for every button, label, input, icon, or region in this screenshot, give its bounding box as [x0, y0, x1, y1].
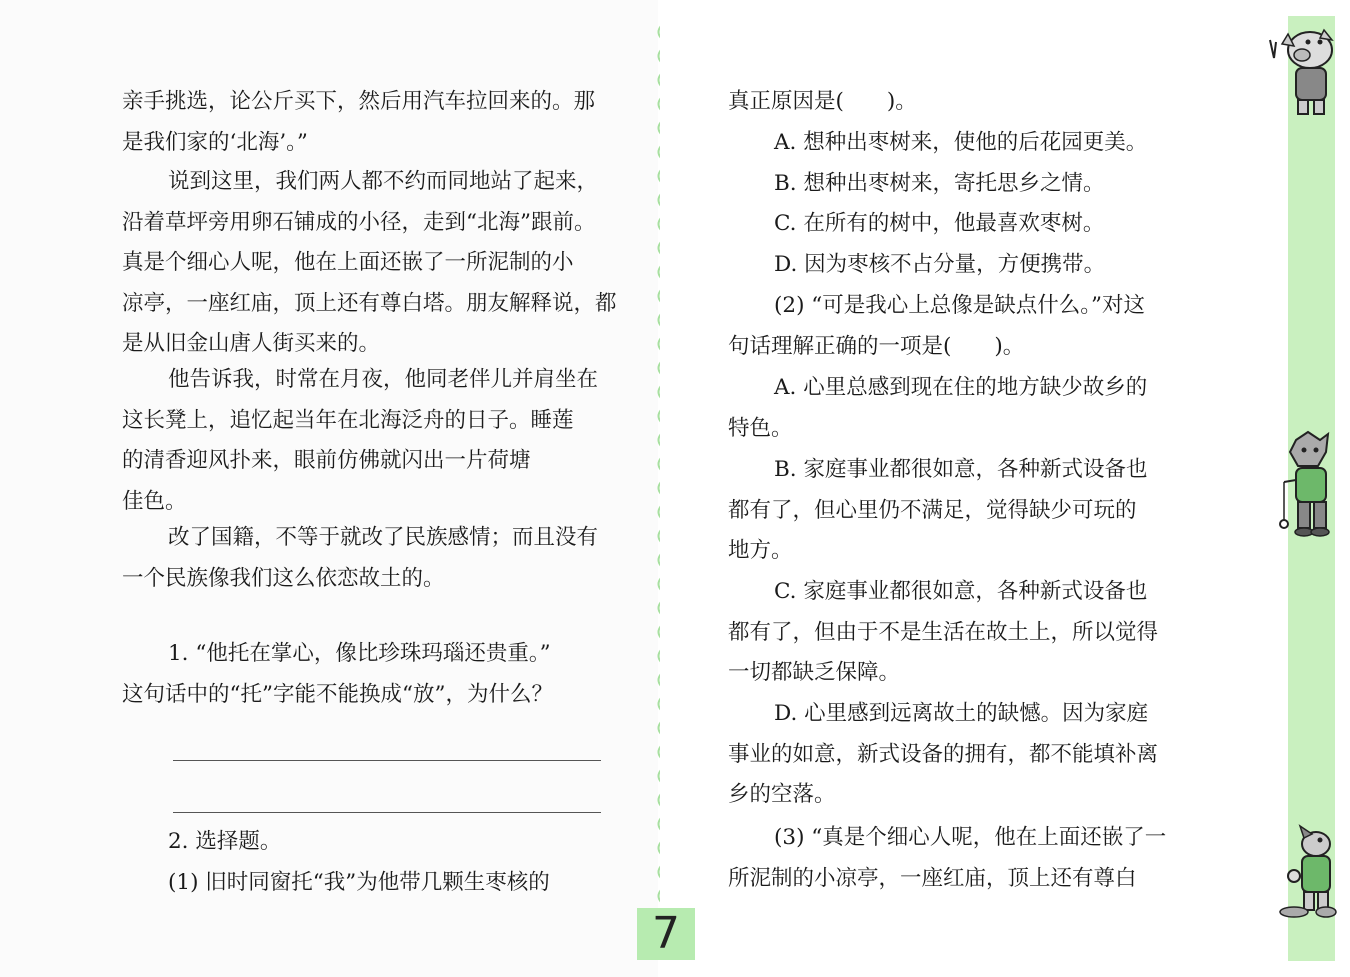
text-line: 是我们家的‘北海’。” [122, 129, 308, 155]
text-line: 一个民族像我们这么依恋故土的。 [122, 565, 445, 591]
paragraph-2 [122, 162, 617, 365]
option-c[interactable]: C. 在所有的树中，他最喜欢枣树。 [774, 211, 1105, 236]
option-a[interactable]: A. 想种出枣树来，使他的后花园更美。 [774, 130, 1148, 155]
option-b[interactable]: B. 想种出枣树来，寄托思乡之情。 [774, 170, 1105, 196]
text-line: 佳色。 [122, 488, 187, 514]
question-title: 2. 选择题。 [168, 829, 282, 854]
text-line: 改了国籍，不等于就改了民族感情；而且没有 [168, 525, 599, 550]
paragraph-3 [122, 360, 600, 522]
page-number: 7 [637, 908, 695, 960]
question-2-1-end [728, 82, 1212, 123]
paragraph-4 [122, 518, 600, 599]
option-text: 一切都缺乏保障。 [728, 660, 901, 685]
option-text: C. 家庭事业都很如意，各种新式设备也 [774, 579, 1148, 604]
question-2-3 [728, 818, 1212, 899]
option-text: 特色。 [728, 415, 793, 441]
text-line: 这长凳上，追忆起当年在北海泛舟的日子。睡莲 [122, 407, 574, 433]
option-text: 都有了，但心里仍不满足，觉得缺少可玩的 [728, 497, 1137, 523]
option-text: 事业的如意，新式设备的拥有，都不能填补离 [728, 741, 1159, 767]
text-line: 的清香迎风扑来，眼前仿佛就闪出一片荷塘 [122, 448, 531, 473]
question-text: (1) 旧时同窗托“我”为他带几颗生枣核的 [168, 869, 550, 895]
text-line: 说到这里，我们两人都不约而同地站了起来， [168, 169, 599, 194]
left-page [0, 0, 658, 977]
option-c[interactable] [728, 572, 1212, 694]
option-text: 地方。 [728, 538, 793, 563]
text-line: 凉亭，一座红庙，顶上还有尊白塔。朋友解释说，都 [122, 290, 617, 316]
option-text: A. 心里总感到现在住的地方缺少故乡的 [774, 375, 1148, 400]
wolf-mascot-icon [1276, 430, 1342, 550]
pig-mascot-icon [1262, 22, 1342, 122]
question-text: (2) “可是我心上总像是缺点什么。”对这 [774, 293, 1146, 318]
question-2 [122, 822, 600, 903]
question-text: 真正原因是( )。 [728, 89, 917, 114]
question-text: 1. “他托在掌心，像比珍珠玛瑙还贵重。” [168, 641, 551, 666]
question-text: 这句话中的“托”字能不能换成“放”，为什么？ [122, 681, 553, 707]
text-line: 沿着草坪旁用卵石铺成的小径，走到“北海”跟前。 [122, 209, 596, 235]
question-2-2 [728, 286, 1212, 367]
option-text: 都有了，但由于不是生活在故土上，所以觉得 [728, 619, 1159, 645]
text-line: 亲手挑选，论公斤买下，然后用汽车拉回来的。那 [122, 89, 596, 114]
text-line: 他告诉我，时常在月夜，他同老伴儿并肩坐在 [168, 367, 599, 392]
answer-line-2[interactable] [173, 812, 601, 813]
text-line: 真是个细心人呢，他在上面还嵌了一所泥制的小 [122, 250, 574, 275]
question-text: 句话理解正确的一项是( )。 [728, 333, 1025, 359]
question-text: 所泥制的小凉亭，一座红庙，顶上还有尊白 [728, 865, 1137, 891]
dog-mascot-icon [1276, 824, 1342, 924]
text-line: 是从旧金山唐人街买来的。 [122, 331, 381, 356]
option-d[interactable]: D. 因为枣核不占分量，方便携带。 [774, 251, 1106, 277]
option-b[interactable] [728, 450, 1212, 572]
option-d[interactable] [728, 694, 1212, 816]
option-text: 乡的空落。 [728, 782, 836, 807]
option-text: D. 心里感到远离故土的缺憾。因为家庭 [774, 701, 1149, 726]
question-text: (3) “真是个细心人呢，他在上面还嵌了一 [774, 825, 1167, 850]
option-text: B. 家庭事业都很如意，各种新式设备也 [774, 457, 1148, 482]
paragraph-1 [122, 82, 600, 163]
question-1 [122, 634, 600, 715]
right-page [660, 0, 1350, 977]
question-2-1-options [728, 123, 1212, 285]
answer-line-1[interactable] [173, 760, 601, 761]
option-a[interactable] [728, 368, 1212, 449]
